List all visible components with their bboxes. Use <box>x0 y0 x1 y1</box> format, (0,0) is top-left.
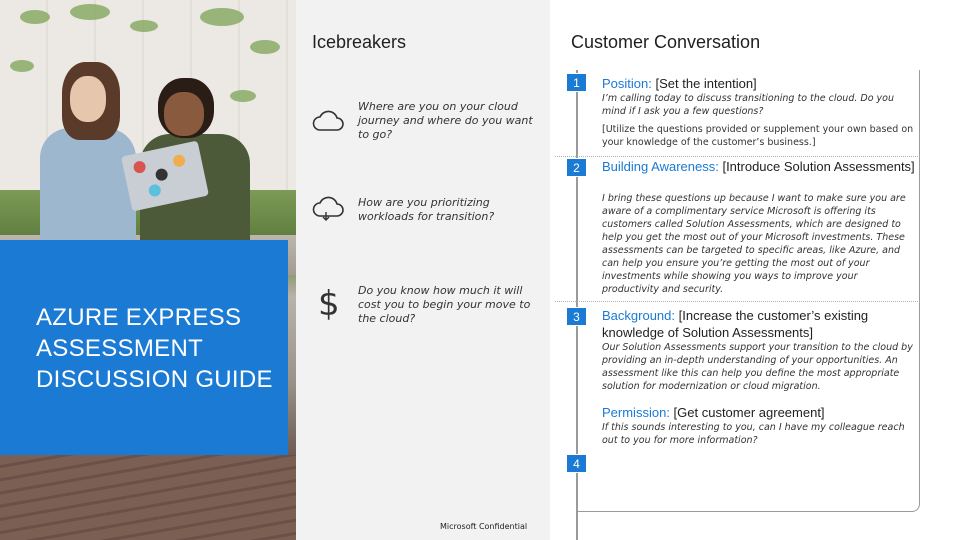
step-separator <box>555 301 920 302</box>
step-note-1: [Utilize the questions provided or supplement your own based on your knowledge of the customer’s business.] <box>602 124 914 148</box>
step-heading-2: [Introduce Solution Assessments] <box>718 159 915 174</box>
dollar-icon: $ <box>318 284 340 324</box>
step-body-3: Our Solution Assessments support your transition to the cloud by providing an in-depth understanding of your opportunities. An assessment like this can help you define the most appropriate solution for modernization or cloud migration. <box>602 342 913 392</box>
cloud-transfer-icon <box>312 196 344 222</box>
step-separator <box>555 156 920 157</box>
icebreakers-heading: Icebreakers <box>312 32 407 52</box>
step-title-4 <box>602 404 917 421</box>
document-title: AZURE EXPRESS ASSESSMENT DISCUSSION GUIDE <box>36 304 273 393</box>
step-lead-3: Background: <box>602 308 675 323</box>
photo-vine <box>70 4 110 20</box>
step-body-2: I bring these questions up because I want to make sure you are aware of a complimentary service Microsoft is offering its customers called Solution Assessments, which are designed to help you get the most out of your Microsoft investments. These assessments can be targeted to specific areas, like Azure, and can help you ensure you’re getting the most out of your investments while showing you ways to improve your productivity and security. <box>602 193 906 295</box>
photo-vine <box>250 40 280 54</box>
photo-vine <box>20 10 50 24</box>
step-number-2: 2 <box>566 158 587 177</box>
photo-vine <box>130 20 158 32</box>
step-lead-2: Building Awareness: <box>602 159 719 174</box>
icebreakers-panel <box>296 0 550 540</box>
photo-person-left <box>40 62 130 262</box>
step-body-4: If this sounds interesting to you, can I have my colleague reach out to you for more information? <box>602 422 905 446</box>
step-number-3: 3 <box>566 307 587 326</box>
confidential-footer: Microsoft Confidential <box>440 522 528 531</box>
photo-vine <box>200 8 244 26</box>
step-title-2 <box>602 158 917 175</box>
icebreaker-question-2: How are you prioritizing workloads for transition? <box>358 196 495 223</box>
step-lead-1: Position: <box>602 76 652 91</box>
step-title-3 <box>602 307 917 341</box>
step-heading-1: [Set the intention] <box>651 76 757 91</box>
conversation-heading: Customer Conversation <box>571 32 761 52</box>
photo-vine <box>10 60 34 72</box>
step-title-1 <box>602 75 917 92</box>
step-body-1: I’m calling today to discuss transitioning to the cloud. Do you mind if I ask you a few questions? <box>602 93 895 117</box>
step-heading-4: [Get customer agreement] <box>669 405 825 420</box>
icebreaker-question-1: Where are you on your cloud journey and where do you want to go? <box>358 100 533 141</box>
photo-deck <box>0 455 296 540</box>
step-heading-3: [Increase the customer’s existing knowledge of Solution Assessments] <box>602 308 869 340</box>
step-lead-4: Permission: <box>602 405 670 420</box>
step-number-4: 4 <box>566 454 587 473</box>
icebreaker-question-3: Do you know how much it will cost you to begin your move to the cloud? <box>358 284 531 325</box>
step-number-1: 1 <box>566 73 587 92</box>
cloud-icon <box>312 108 344 134</box>
title-block <box>0 240 288 455</box>
